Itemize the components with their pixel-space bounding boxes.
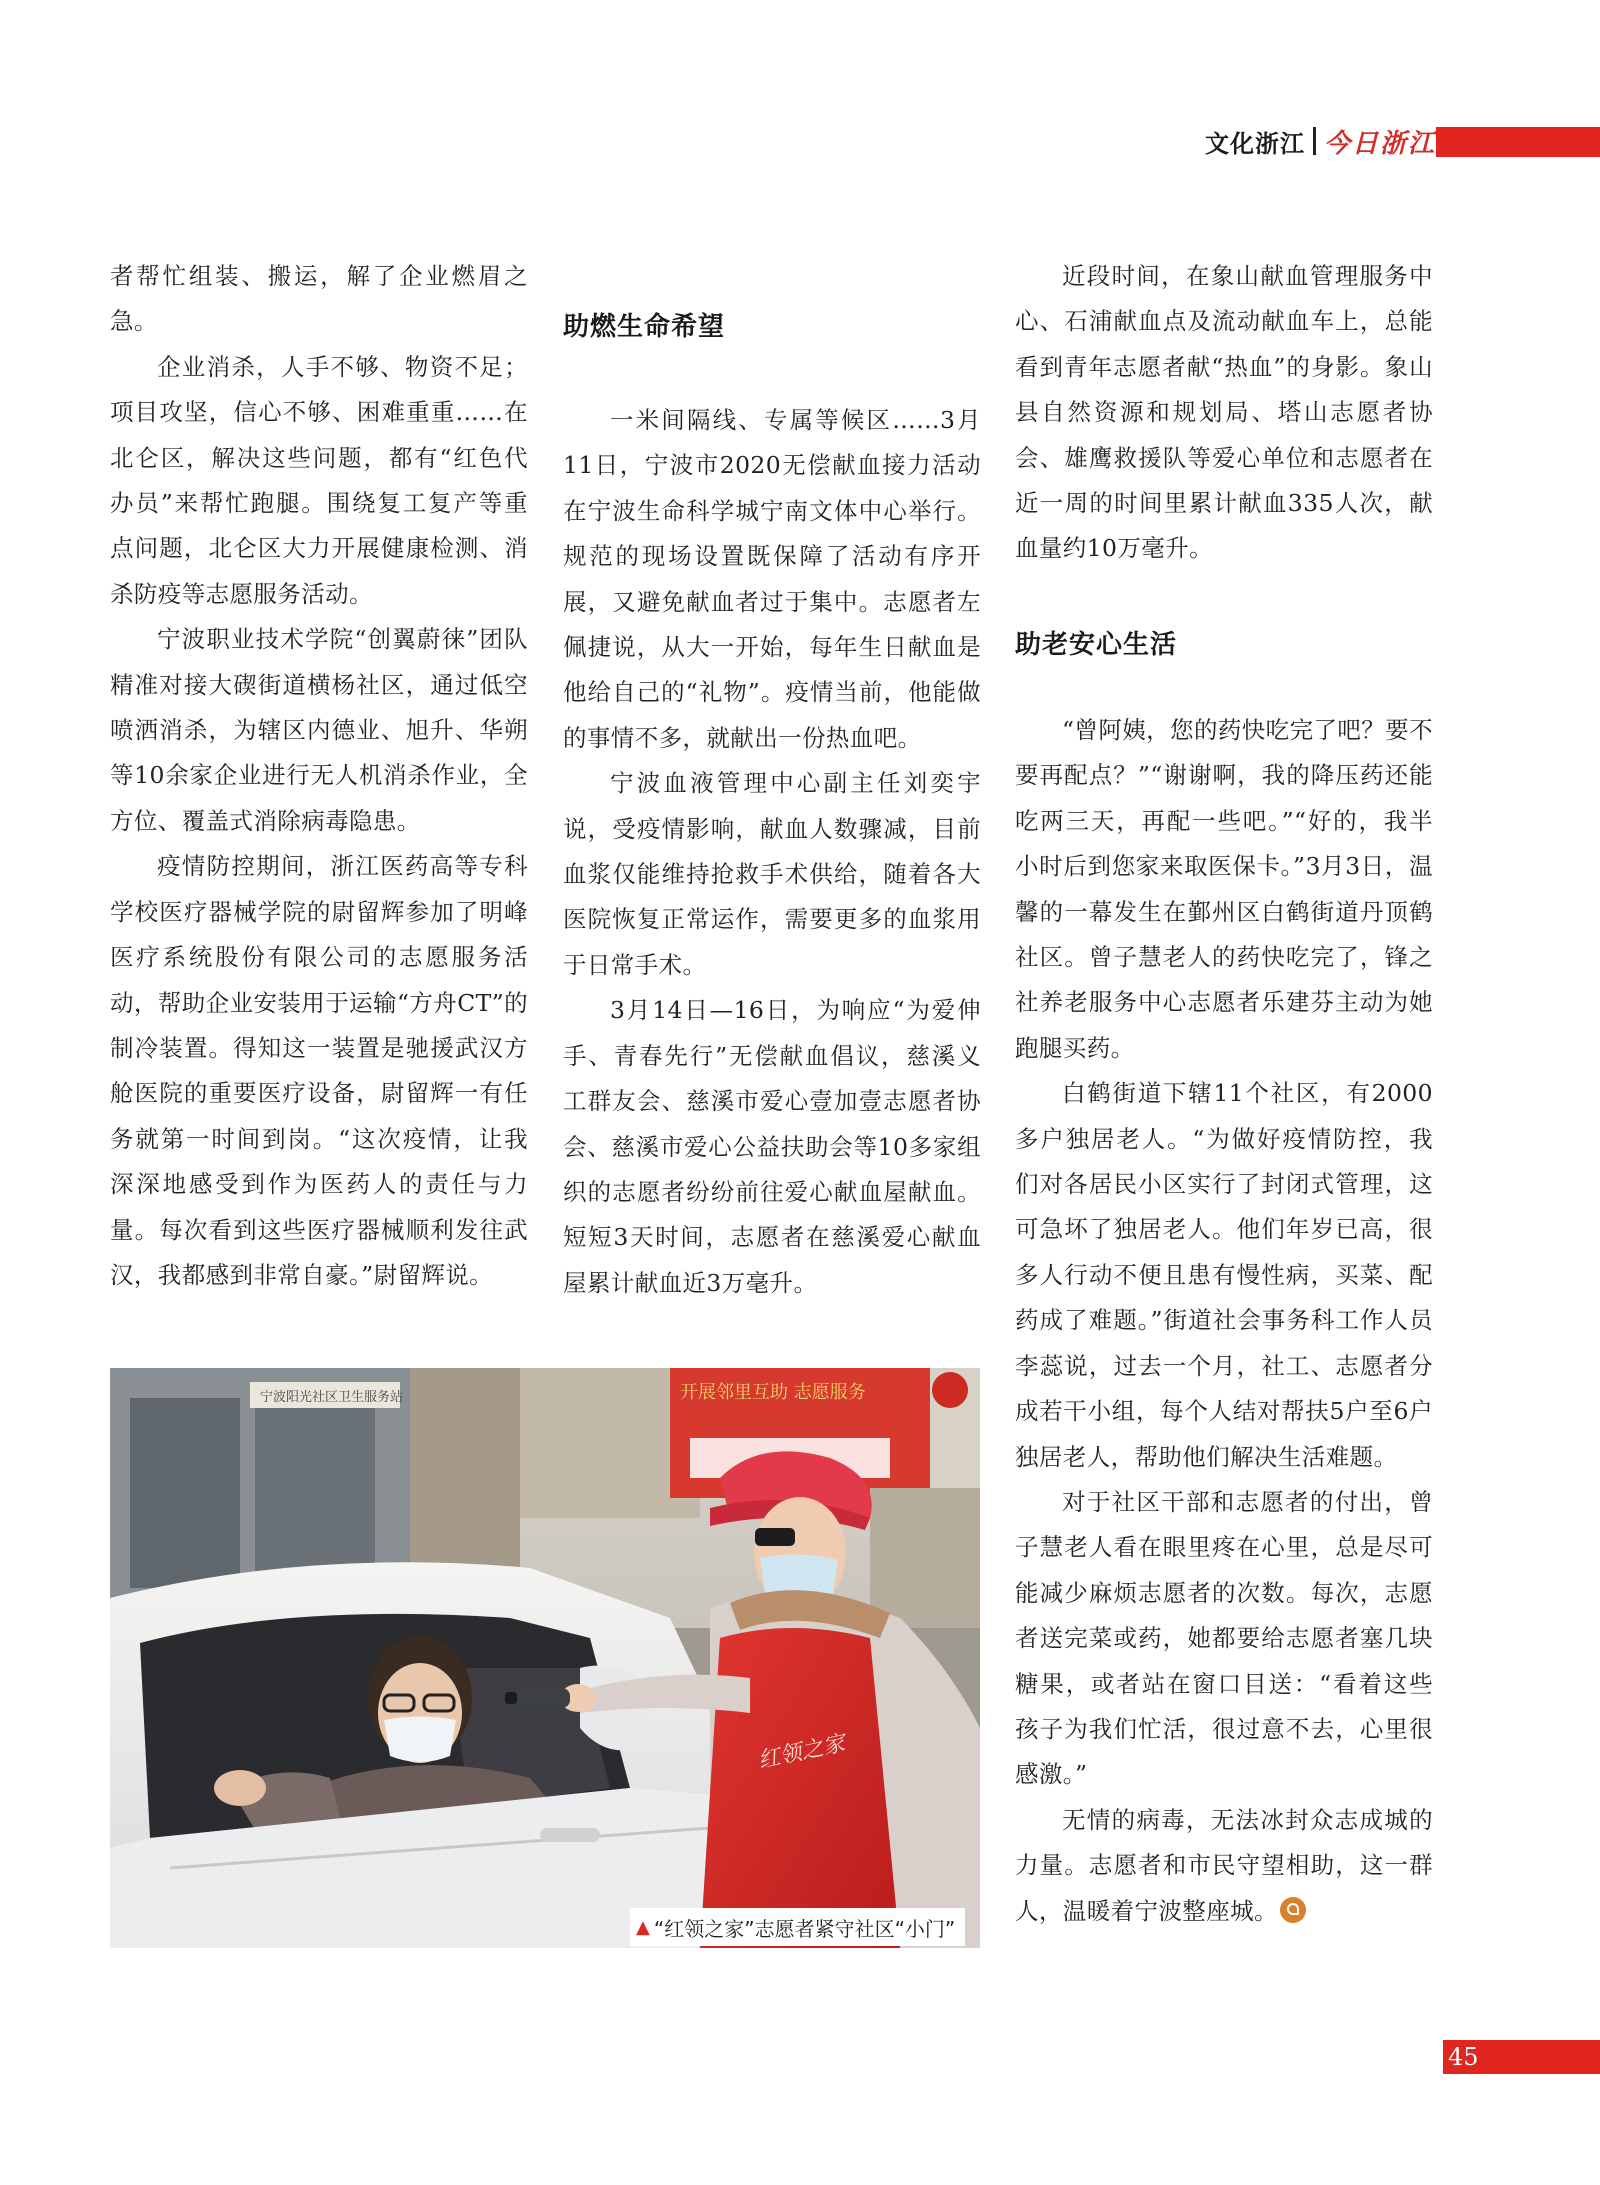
paragraph-final: [1015, 1798, 1433, 1934]
vest-text: 红领之家: [756, 1731, 848, 1774]
paragraph: “曾阿姨，您的药快吃完了吧？要不要再配点？”“谢谢啊，我的降压药还能吃两三天，再配一些吧。”“好的，我半小时后到您家来取医保卡。”3月3日，温馨的一幕发生在鄞州区白鹤街道丹顶鹤社区。曾子慧老人的药快吃完了，锋之社养老服务中心志愿者乐建芬主动为她跑腿买药。: [1015, 716, 1433, 1062]
caption-triangle-icon: ▲: [636, 1916, 650, 1938]
paragraph: 一米间隔线、专属等候区……3月11日，宁波市2020无偿献血接力活动在宁波生命科学城宁南文体中心举行。规范的现场设置既保障了活动有序开展，又避免献血者过于集中。志愿者左佩捷说，从大一开始，每年生日献血是他给自己的“礼物”。疫情当前，他能做的事情不多，就献出一份热血吧。: [563, 406, 981, 752]
page-header: [1205, 124, 1436, 158]
subheading-blood-donation: 助燃生命希望: [563, 312, 726, 342]
subheading-elderly-care: 助老安心生活: [1015, 630, 1178, 660]
article-column-left: [110, 254, 528, 1298]
page-number: 45: [1448, 2043, 1479, 2071]
end-mark-icon: [1280, 1897, 1306, 1923]
final-text: 无情的病毒，无法冰封众志成城的力量。志愿者和市民守望相助，这一群人，温暖着宁波整座城。: [1015, 1805, 1433, 1925]
paragraph: 者帮忙组装、搬运，解了企业燃眉之急。: [110, 262, 528, 336]
paragraph: 白鹤街道下辖11个社区，有2000多户独居老人。“为做好疫情防控，我们对各居民小区实行了封闭式管理，这可急坏了独居老人。他们年岁已高，很多人行动不便且患有慢性病，买菜、配药成了难题。”街道社会事务科工作人员李蕊说，过去一个月，社工、志愿者分成若干小组，每个人结对帮扶5户至6户独居老人，帮助他们解决生活难题。: [1015, 1079, 1433, 1471]
header-red-bar: [1436, 127, 1600, 157]
photo-caption: [630, 1908, 965, 1946]
paragraph: 宁波职业技术学院“创翼蔚徕”团队精准对接大碶街道横杨社区，通过低空喷洒消杀，为辖区内德业、旭升、华朔等10余家企业进行无人机消杀作业，全方位、覆盖式消除病毒隐患。: [110, 625, 528, 835]
paragraph: 对于社区干部和志愿者的付出，曾子慧老人看在眼里疼在心里，总是尽可能减少麻烦志愿者的次数。每次，志愿者送完菜或药，她都要给志愿者塞几块糖果，或者站在窗口目送：“看着这些孩子为我们忙活，很过意不去，心里很感激。”: [1015, 1487, 1433, 1789]
shop-sign-2: 开展邻里互助 志愿服务: [680, 1382, 866, 1403]
paragraph: 宁波血液管理中心副主任刘奕宇说，受疫情影响，献血人数骤减，目前血浆仅能维持抢救手术供给，随着各大医院恢复正常运作，需要更多的血浆用于日常手术。: [563, 769, 981, 979]
shop-sign-1: 宁波阳光社区卫生服务站: [260, 1390, 404, 1405]
section-label: 文化浙江: [1205, 129, 1305, 158]
paragraph: 企业消杀，人手不够、物资不足；项目攻坚，信心不够、困难重重……在北仑区，解决这些问题，都有“红色代办员”来帮忙跑腿。围绕复工复产等重点问题，北仑区大力开展健康检测、消杀防疫等志愿服务活动。: [110, 352, 528, 608]
article-photo: [110, 1368, 980, 1948]
photo-illustration: [110, 1368, 980, 1948]
paragraph: 3月14日—16日，为响应“为爱伸手、青春先行”无偿献血倡议，慈溪义工群友会、慈溪市爱心壹加壹志愿者协会、慈溪市爱心公益扶助会等10多家组织的志愿者纷纷前往爱心献血屋献血。短短3天时间，志愿者在慈溪爱心献血屋累计献血近3万毫升。: [563, 996, 981, 1297]
paragraph: 近段时间，在象山献血管理服务中心、石浦献血点及流动献血车上，总能看到青年志愿者献“热血”的身影。象山县自然资源和规划局、塔山志愿者协会、雄鹰救援队等爱心单位和志愿者在近一周的时间里累计献血335人次，献血量约10万毫升。: [1015, 262, 1433, 563]
paragraph: 疫情防控期间，浙江医药高等专科学校医疗器械学院的尉留辉参加了明峰医疗系统股份有限公司的志愿服务活动，帮助企业安装用于运输“方舟CT”的制冷装置。得知这一装置是驰援武汉方舱医院的重要医疗设备，尉留辉一有任务就第一时间到岗。“这次疫情，让我深深地感受到作为医药人的责任与力量。每次看到这些医疗器械顺利发往武汉，我都感到非常自豪。”尉留辉说。: [110, 852, 528, 1289]
article-column-right: [1015, 708, 1433, 1934]
magazine-logo: 今日浙江: [1324, 128, 1437, 159]
article-column-middle: [563, 398, 981, 1306]
article-column-right-top: [1015, 254, 1433, 572]
caption-text: “红领之家”志愿者紧守社区“小门”: [653, 1916, 956, 1941]
header-divider: [1313, 127, 1316, 155]
